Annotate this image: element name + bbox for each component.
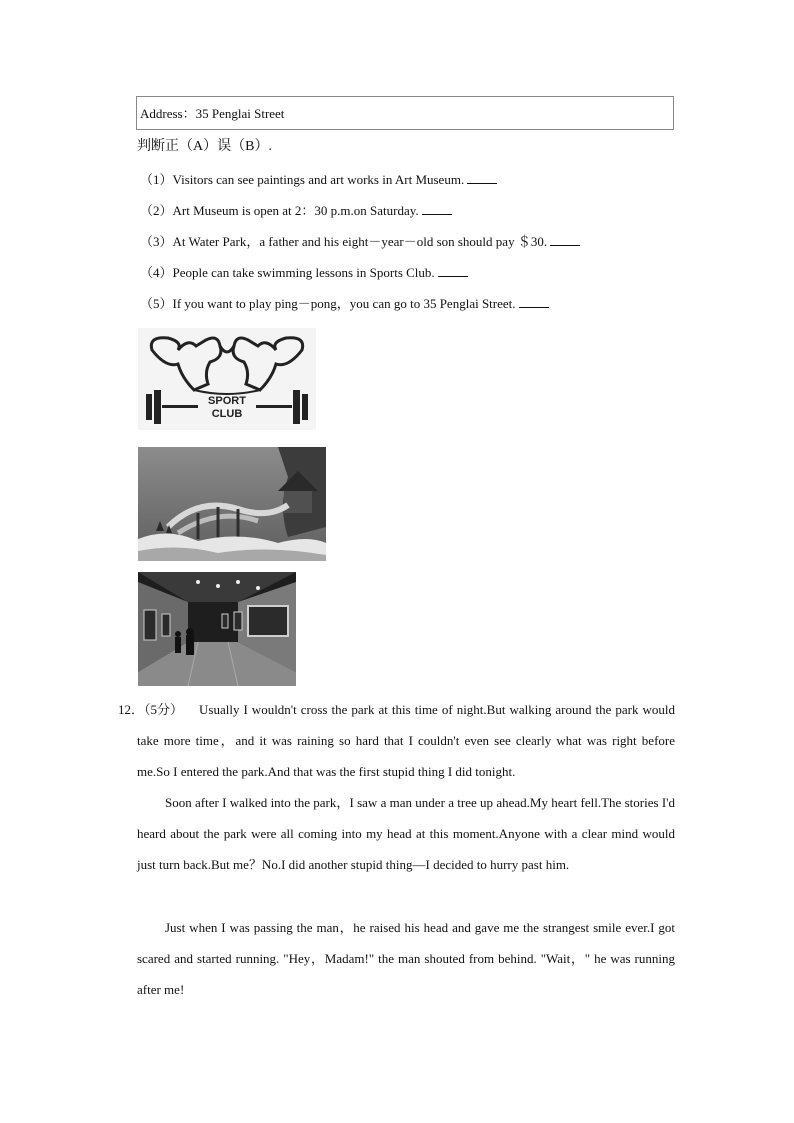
art-museum-photo: [138, 572, 296, 686]
question-5: [140, 295, 549, 312]
passage-paragraph-2: Soon after I walked into the park，I saw a man under a tree up ahead.My heart fell.The stories I'd heard about the park were all coming into my head at this moment.Anyone with a clear mind would just turn back.But me？No.I did another stupid thing—I decided to hurry past him.: [137, 795, 675, 872]
passage-paragraph-3: Just when I was passing the man，he raised his head and gave me the strangest smile ever.I got scared and started running. "Hey，Madam!" the man shouted from behind. "Wait，" he was running after me!: [137, 920, 675, 997]
water-park-photo: [138, 447, 326, 561]
question-1: [140, 171, 497, 188]
passage-paragraph-1: Usually I wouldn't cross the park at this time of night.But walking around the park would take more time，and it was raining so hard that I couldn't even see clearly what was right before me.So I entered the park.And that was the first stupid thing I did tonight.: [137, 702, 675, 779]
address-table-row: [136, 96, 674, 130]
answer-blank[interactable]: [422, 202, 452, 215]
question-12-number: 12．（5分）: [118, 702, 184, 717]
logo-text-sport: SPORT: [208, 395, 246, 407]
answer-blank[interactable]: [438, 264, 468, 277]
question-text: People can take swimming lessons in Sports Club.: [172, 265, 435, 280]
question-number: （5）: [140, 296, 173, 311]
question-text: Visitors can see paintings and art works in Art Museum.: [172, 172, 465, 187]
question-number: （2）: [140, 203, 173, 218]
question-text: At Water Park，a father and his eight－year－old son should pay ＄30.: [172, 234, 548, 249]
answer-blank[interactable]: [550, 233, 580, 246]
question-number: （3）: [140, 234, 173, 249]
question-number: （4）: [140, 265, 173, 280]
address-text: Address：35 Penglai Street: [140, 106, 285, 121]
question-number: （1）: [140, 172, 173, 187]
question-text: Art Museum is open at 2：30 p.m.on Saturday.: [172, 203, 419, 218]
instruction-text: 判断正（A）误（B）.: [137, 139, 272, 154]
answer-blank[interactable]: [467, 171, 497, 184]
question-2: [140, 202, 452, 219]
logo-text-club: CLUB: [211, 408, 243, 420]
answer-blank[interactable]: [519, 295, 549, 308]
sport-club-logo-image: [138, 328, 316, 430]
question-text: If you want to play ping－pong，you can go to 35 Penglai Street.: [172, 296, 516, 311]
question-3: [140, 233, 580, 250]
question-4: [140, 264, 468, 281]
